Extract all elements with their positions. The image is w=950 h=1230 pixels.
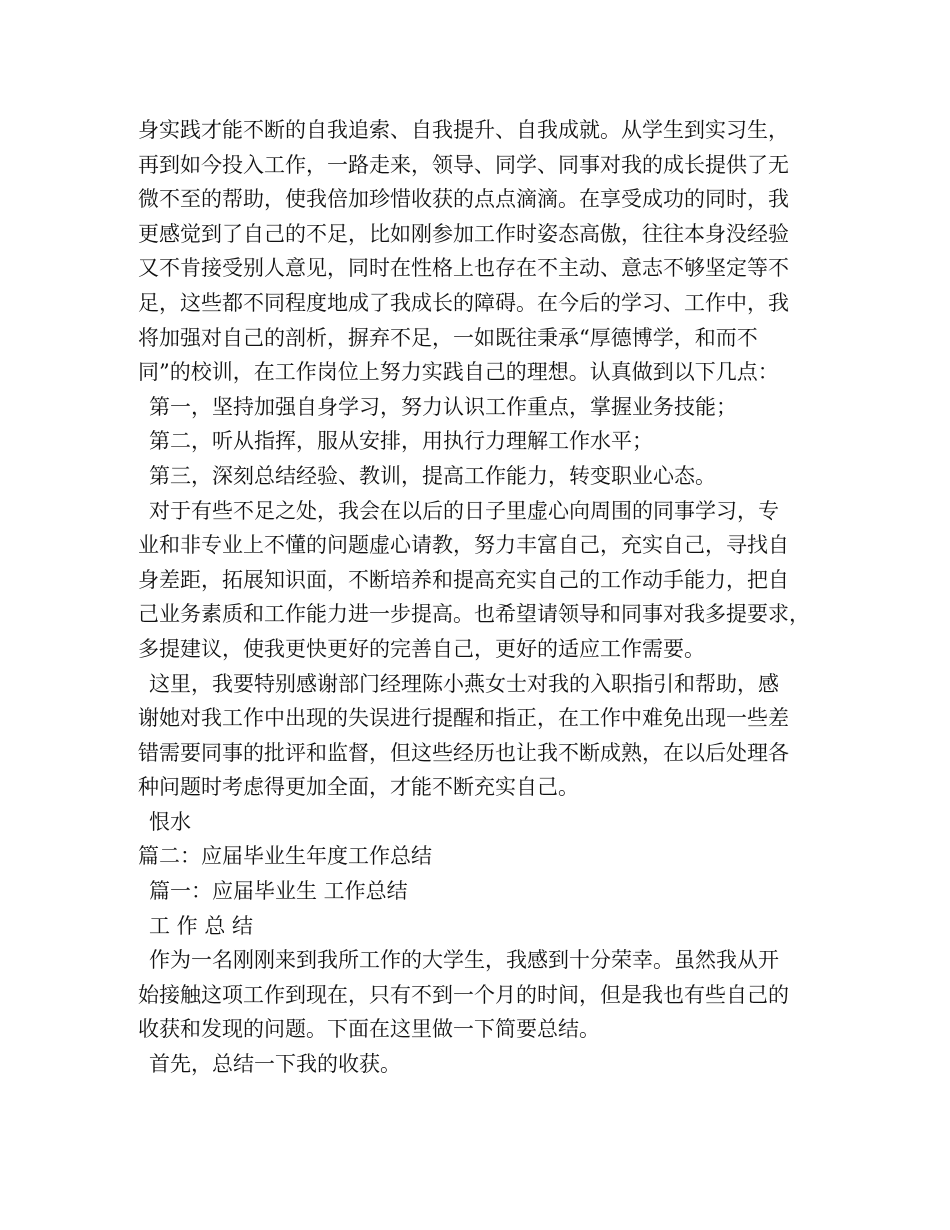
text-line: 始接触这项工作到现在，只有不到一个月的时间，但是我也有些自己的 <box>138 982 789 1007</box>
text-line: 同”的校训，在工作岗位上努力实践自己的理想。认真做到以下几点： <box>138 360 779 385</box>
text-line: 再到如今投入工作，一路走来，领导、同学、同事对我的成长提供了无 <box>138 152 789 177</box>
text-line: 对于有些不足之处，我会在以后的日子里虚心向周围的同事学习，专 <box>149 498 779 523</box>
document-body <box>138 113 828 1082</box>
text-line: 错需要同事的批评和监督，但这些经历也让我不断成熟，在以后处理各 <box>138 740 789 765</box>
text-line: 首先，总结一下我的收获。 <box>149 1052 401 1077</box>
text-line: 将加强对自己的剖析，摒弃不足，一如既往秉承“厚德博学，和而不 <box>138 325 758 350</box>
signature-text: 恨水 <box>149 809 191 834</box>
text-line: 业和非专业上不懂的问题虚心请教，努力丰富自己，充实自己，寻找自 <box>138 533 789 558</box>
text-line: 收获和发现的问题。下面在这里做一下简要总结。 <box>138 1017 600 1042</box>
text-line: 更感觉到了自己的不足，比如刚参加工作时姿态高傲，往往本身没经验 <box>138 221 789 246</box>
list-item: 第三，深刻总结经验、教训，提高工作能力，转变职业心态。 <box>149 463 716 488</box>
text-line: 微不至的帮助，使我倍加珍惜收获的点点滴滴。在享受成功的同时，我 <box>138 187 789 212</box>
text-line: 己业务素质和工作能力进一步提高。也希望请领导和同事对我多提要求， <box>138 602 810 627</box>
text-line: 身实践才能不断的自我追索、自我提升、自我成就。从学生到实习生， <box>138 118 789 142</box>
text-line: 足，这些都不同程度地成了我成长的障碍。在今后的学习、工作中，我 <box>138 290 789 315</box>
text-line: 身差距，拓展知识面，不断培养和提高充实自己的工作动手能力，把自 <box>138 567 789 592</box>
document-title: 工 作 总 结 <box>149 913 254 938</box>
text-line: 这里，我要特别感谢部门经理陈小燕女士对我的入职指引和帮助，感 <box>149 671 779 696</box>
section-subheading: 篇一：应届毕业生 工作总结 <box>149 879 408 904</box>
text-line: 谢她对我工作中出现的失误进行提醒和指正，在工作中难免出现一些差 <box>138 706 789 731</box>
text-line: 又不肯接受别人意见，同时在性格上也存在不主动、意志不够坚定等不 <box>138 256 789 281</box>
text-line: 种问题时考虑得更加全面，才能不断充实自己。 <box>138 775 579 800</box>
section-heading: 篇二：应届毕业生年度工作总结 <box>138 844 432 869</box>
text-line: 作为一名刚刚来到我所工作的大学生，我感到十分荣幸。虽然我从开 <box>149 948 779 973</box>
text-line: 多提建议，使我更快更好的完善自己，更好的适应工作需要。 <box>138 636 705 661</box>
list-item: 第二，听从指挥，服从安排，用执行力理解工作水平； <box>149 429 653 454</box>
list-item: 第一，坚持加强自身学习，努力认识工作重点，掌握业务技能； <box>149 394 737 419</box>
